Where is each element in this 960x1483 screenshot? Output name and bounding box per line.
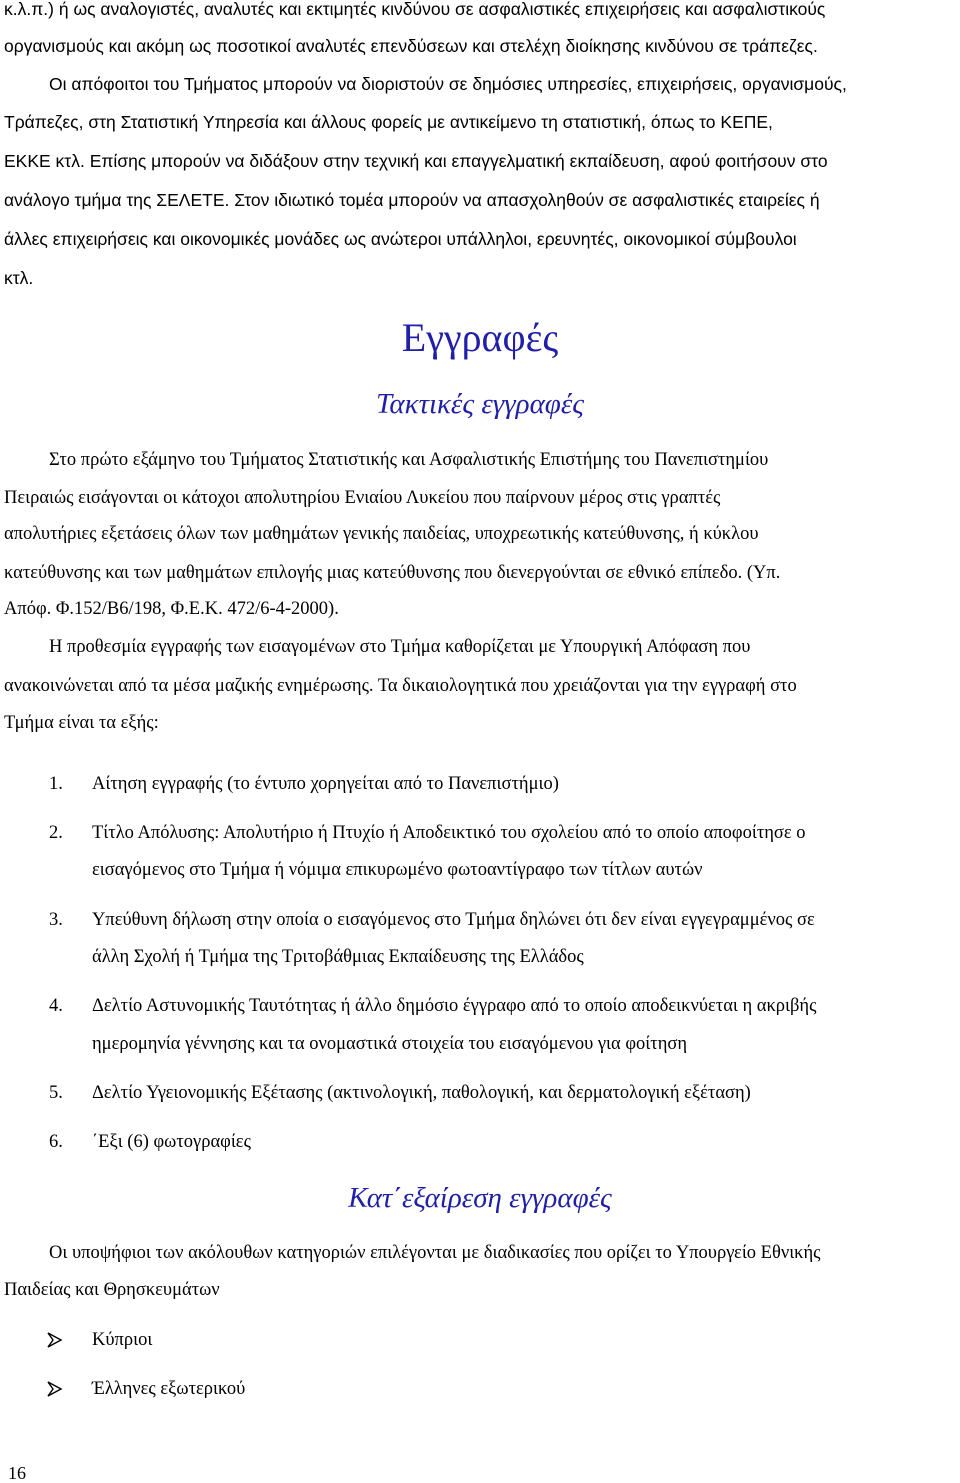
p2-line-2: ανακοινώνεται από τα μέσα μαζικής ενημέρωσης. Τα δικαιολογητικά που χρειάζονται για την εγγραφή στο [4,676,797,696]
page-number: 16 [8,1463,26,1483]
intro-line-4: Τράπεζες, στη Στατιστική Υπηρεσία και άλλους φορείς με αντικείμενο τη στατιστική, όπως το ΚΕΠΕ, [4,112,773,132]
list-item-text: Υπεύθυνη δήλωση στην οποία ο εισαγόμενος στο Τμήμα δηλώνει ότι δεν είναι εγγεγραμμένος σε [92,910,815,930]
intro-line-6: ανάλογο τμήμα της ΣΕΛΕΤΕ. Στον ιδιωτικό τομέα μπορούν να απασχοληθούν σε ασφαλιστικές εταιρείες ή [4,190,820,210]
intro-line-5: ΕΚΚΕ κτλ. Επίσης μπορούν να διδάξουν στην τεχνική και επαγγελματική εκπαίδευση, αφού φοιτήσουν στο [4,151,828,171]
intro-line-1: κ.λ.π.) ή ως αναλογιστές, αναλυτές και εκτιμητές κινδύνου σε ασφαλιστικές επιχειρήσεις και ασφαλιστικούς [4,0,826,19]
list-item-text: Τίτλο Απόλυσης: Απολυτήριο ή Πτυχίο ή Αποδεικτικό του σχολείου από το οποίο αποφοίτησε ο [92,823,806,843]
arrowhead-bullet-icon [47,1381,63,1397]
list-item-text: Κύπριοι [92,1330,153,1350]
intro-line-7: άλλες επιχειρήσεις και οικονομικές μονάδες ως ανώτεροι υπάλληλοι, ερευνητές, οικονομικοί σύμβουλοι [4,229,797,249]
list-item-number: 4. [49,996,63,1016]
p2-line-1: Η προθεσμία εγγραφής των εισαγομένων στο Τμήμα καθορίζεται με Υπουργική Απόφαση που [49,637,751,657]
p1-line-5: Απόφ. Φ.152/Β6/198, Φ.Ε.Κ. 472/6-4-2000). [4,599,339,619]
arrowhead-bullet-icon [47,1332,63,1348]
subsection-title-exceptional: Κατ΄εξαίρεση εγγραφές [348,1182,612,1214]
list-item-text: Δελτίο Υγειονομικής Εξέτασης (ακτινολογική, παθολογική, και δερματολογική εξέταση) [92,1083,751,1103]
list-item-text: Δελτίο Αστυνομικής Ταυτότητας ή άλλο δημόσιο έγγραφο από το οποίο αποδεικνύεται η ακριβής [92,996,817,1016]
list-item-number: 5. [49,1083,63,1103]
list-item-text: ημερομηνία γέννησης και τα ονομαστικά στοιχεία του εισαγόμενου για φοίτηση [92,1034,688,1054]
p3-line-2: Παιδείας και Θρησκευμάτων [4,1280,220,1300]
p1-line-1: Στο πρώτο εξάμηνο του Τμήματος Στατιστικής και Ασφαλιστικής Επιστήμης του Πανεπιστημίου [49,450,769,470]
p3-line-1: Οι υποψήφιοι των ακόλουθων κατηγοριών επιλέγονται με διαδικασίες που ορίζει το Υπουργείο Εθνικής [49,1243,821,1263]
subsection-title-regular: Τακτικές εγγραφές [375,388,585,420]
list-item-number: 1. [49,774,63,794]
list-item-number: 6. [49,1132,63,1152]
list-item-text: ΄Εξι (6) φωτογραφίες [92,1132,251,1152]
intro-line-3: Οι απόφοιτοι του Τμήματος μπορούν να διοριστούν σε δημόσιες υπηρεσίες, επιχειρήσεις, οργανισμούς, [49,74,847,94]
p1-line-4: κατεύθυνσης και των μαθημάτων επιλογής μιας κατεύθυνσης που διενεργούνται σε εθνικό επίπεδο. (Υπ. [4,563,781,583]
section-title-enrollment: Εγγραφές [401,315,559,360]
list-item-text: Αίτηση εγγραφής (το έντυπο χορηγείται από το Πανεπιστήμιο) [92,774,559,794]
list-item-number: 2. [49,823,63,843]
list-item-text: άλλη Σχολή ή Τμήμα της Τριτοβάθμιας Εκπαίδευσης της Ελλάδος [92,947,584,967]
intro-line-8: κτλ. [4,268,34,288]
list-item-text: εισαγόμενος στο Τμήμα ή νόμιμα επικυρωμένο φωτοαντίγραφο των τίτλων αυτών [92,860,703,880]
list-item-text: Έλληνες εξωτερικού [92,1379,246,1399]
p2-line-3: Τμήμα είναι τα εξής: [4,713,159,733]
list-item-number: 3. [49,910,63,930]
p1-line-2: Πειραιώς εισάγονται οι κάτοχοι απολυτηρίου Ενιαίου Λυκείου που παίρνουν μέρος στις γραπτές [4,488,721,508]
p1-line-3: απολυτήριες εξετάσεις όλων των μαθημάτων γενικής παιδείας, υποχρεωτικής κατεύθυνσης, ή κύκλου [4,524,759,544]
intro-line-2: οργανισμούς και ακόμη ως ποσοτικοί αναλυτές επενδύσεων και στελέχη διοίκησης κινδύνου σε τράπεζες. [4,36,818,56]
